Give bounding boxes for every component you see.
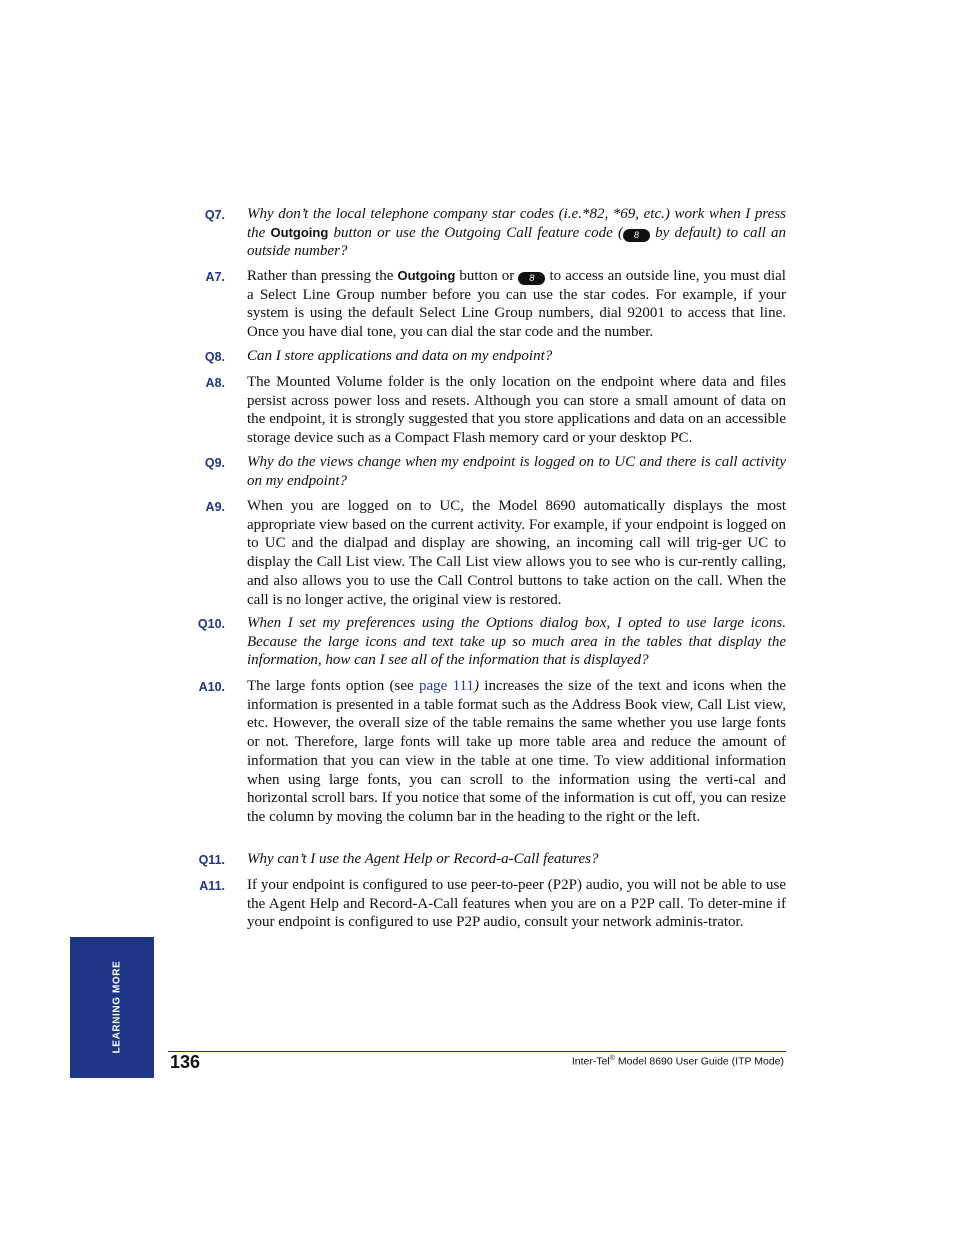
question-text: Why do the views change when my endpoint is logged on to UC and there is call activity on my endpoint? bbox=[247, 454, 786, 489]
answer-label: A8. bbox=[205, 376, 225, 390]
answer-label: A11. bbox=[199, 879, 225, 893]
answer-label: A7. bbox=[205, 270, 225, 284]
question-label: Q8. bbox=[204, 350, 225, 364]
question-label: Q11. bbox=[198, 853, 225, 867]
page-111-link[interactable]: page 111 bbox=[419, 678, 474, 694]
answer-text: If your endpoint is configured to use peer-to-peer (P2P) audio, you will not be able to use the Agent Help and Record-A-Call features when you are on a P2P call. To deter-mine if your endpoint is configured to use P2P audio, consult your network adminis-trator. bbox=[247, 877, 786, 931]
answer-text: Rather than pressing the Outgoing button or 8 to access an outside line, you must dial a Select Line Group number before you can use the star codes. For example, if your system is using the default Select Line Group numbers, dial 92001 to access that line. Once you have dial tone, you can dial the star code and the number. bbox=[247, 268, 786, 341]
key-8-icon: 8 bbox=[623, 229, 650, 242]
section-tab-label: LEARNING MORE bbox=[111, 960, 123, 1054]
question-text: Why can’t I use the Agent Help or Record-a-Call features? bbox=[247, 851, 599, 867]
question-text: Why don’t the local telephone company star codes (i.e.*82, *69, etc.) work when I press the Outgoing button or use the Outgoing Call feature code ( 8 by default) to call an outside number? bbox=[247, 206, 786, 260]
question-label: Q10. bbox=[197, 617, 225, 631]
outgoing-button-name: Outgoing bbox=[397, 268, 456, 283]
key-8-icon: 8 bbox=[518, 272, 545, 285]
footer-rule bbox=[168, 1051, 786, 1052]
footer-title: Inter-Tel® Model 8690 User Guide (ITP Mode) bbox=[571, 1055, 784, 1068]
answer-text: When you are logged on to UC, the Model 8690 automatically displays the most appropriate view based on the current activity. For example, if your endpoint is logged on to UC and the dialpad and display are showing, an incoming call will trig-ger UC to display the Call List view. The Call List view allows you to see who is cur-rently calling, and also allows you to use the Call Control buttons to take action on the call. When the call is no longer active, the original view is restored. bbox=[247, 498, 786, 608]
question-text: When I set my preferences using the Options dialog box, I opted to use large icons. Because the large icons and text take up so much area in the tables that display the information, how can I see all of the information that is displayed? bbox=[247, 615, 786, 669]
answer-text: The Mounted Volume folder is the only location on the endpoint where data and files persist across power loss and resets. Although you can store a small amount of data on the endpoint, it is strongly suggested that you store applications and data on an accessible storage device such as a Compact Flash memory card or your desktop PC. bbox=[247, 374, 786, 447]
question-label: Q7. bbox=[204, 208, 225, 222]
question-text: Can I store applications and data on my endpoint? bbox=[247, 348, 553, 364]
page-number: 136 bbox=[170, 1052, 201, 1072]
outgoing-button-name: Outgoing bbox=[270, 224, 329, 240]
answer-label: A9. bbox=[205, 500, 225, 514]
answer-label: A10. bbox=[198, 680, 225, 694]
answer-text: The large fonts option (see page 111) increases the size of the text and icons when the information is presented in a table format such as the Address Book view, Call List view, etc. However, the overall size of the table remains the same whether you use large fonts or not. Therefore, large fonts will take up more table area and reduce the amount of information that you can view in the table at one time. To view additional information when using large fonts, you can scroll to the information using the verti-cal and horizontal scroll bars. If you notice that some of the information is cut off, you can resize the column by moving the column bar in the heading to the right or the left. bbox=[247, 678, 787, 825]
question-label: Q9. bbox=[204, 456, 225, 470]
